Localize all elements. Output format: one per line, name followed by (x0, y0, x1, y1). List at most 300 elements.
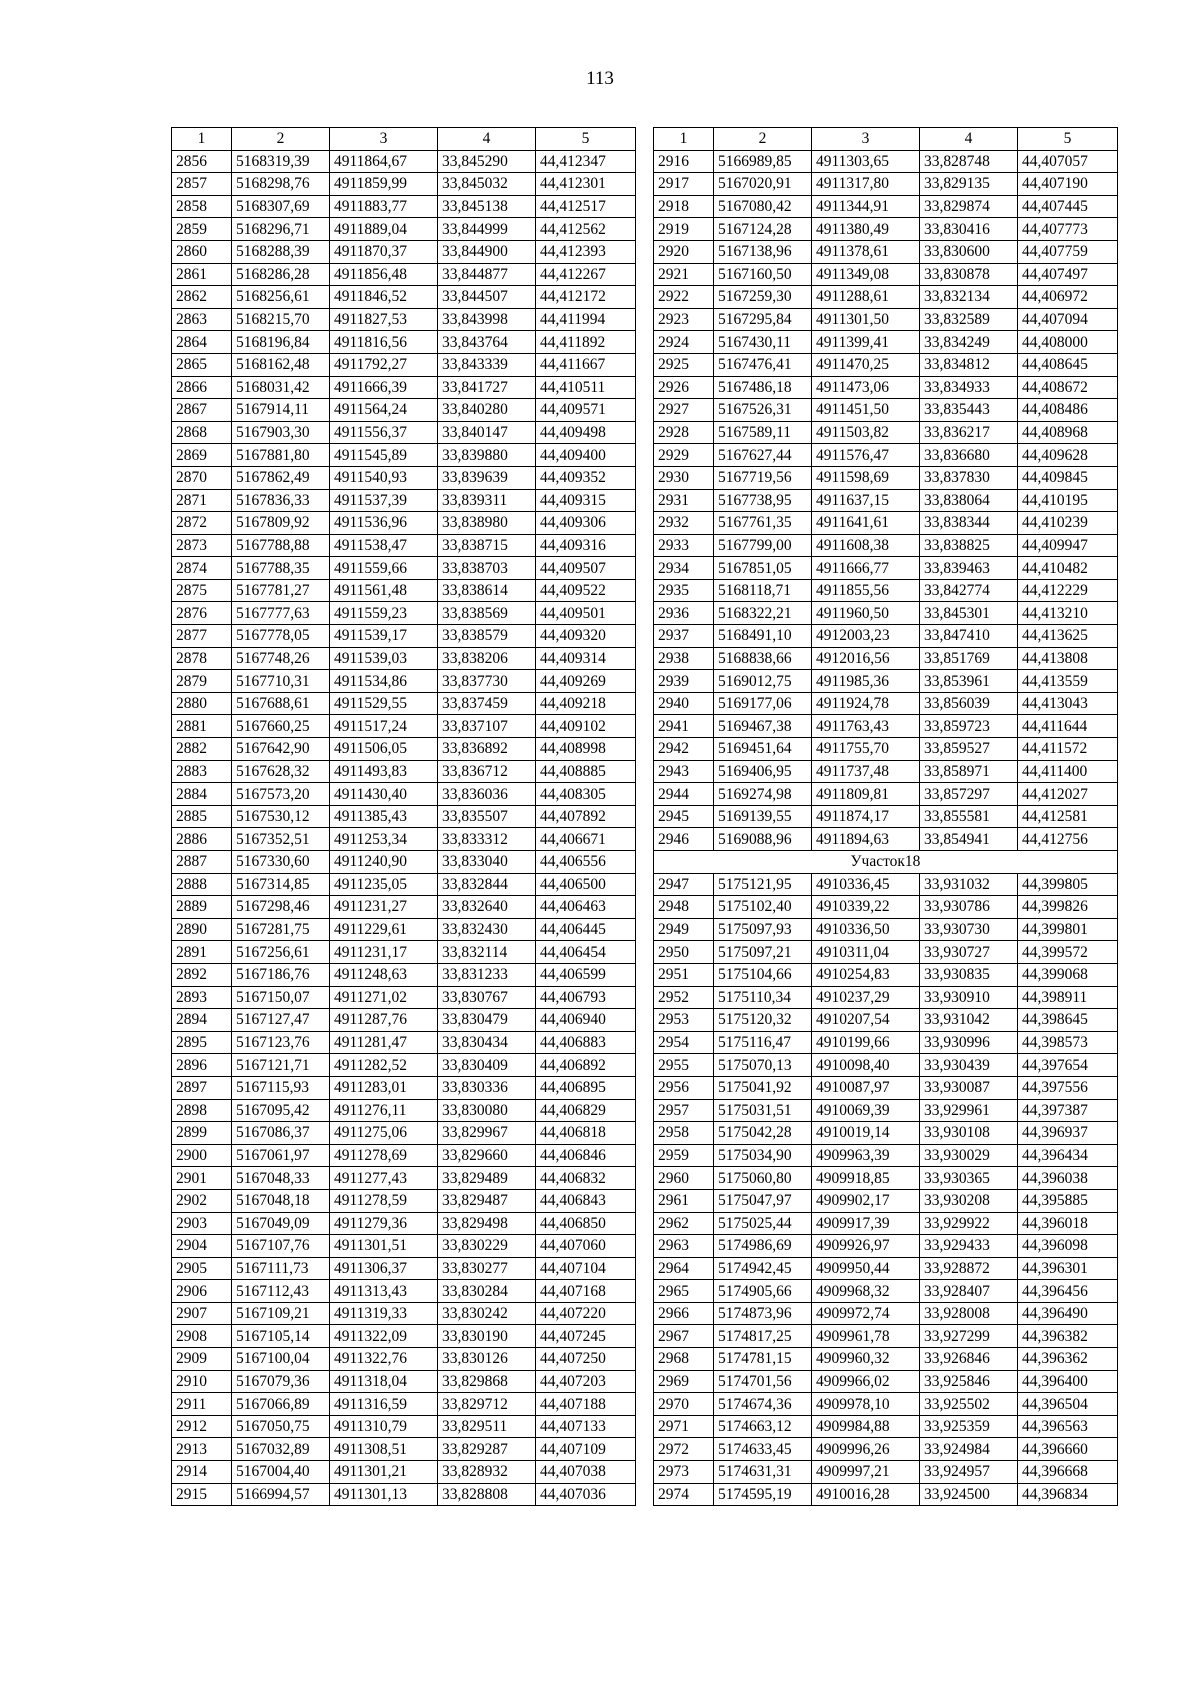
table-cell: 4910098,40 (812, 1054, 920, 1077)
table-cell: 2966 (654, 1302, 714, 1325)
table-cell: 5168838,66 (714, 647, 812, 670)
table-cell: 44,406500 (536, 873, 636, 896)
table-cell: 33,925502 (920, 1393, 1018, 1416)
table-row (172, 512, 636, 535)
table-cell: 5167160,50 (714, 263, 812, 286)
table-cell: 33,930730 (920, 918, 1018, 941)
table-cell: 4911308,51 (330, 1438, 438, 1461)
table-cell: 5168296,71 (232, 218, 330, 241)
table-cell: 4911889,04 (330, 218, 438, 241)
table-row (172, 715, 636, 738)
table-row (654, 195, 1118, 218)
table-cell: 33,836036 (438, 783, 536, 806)
table-cell: 44,396434 (1018, 1144, 1118, 1167)
table-cell: 2930 (654, 466, 714, 489)
table-cell: 33,924500 (920, 1483, 1018, 1506)
table-cell: 5168491,10 (714, 625, 812, 648)
table-row (172, 783, 636, 806)
table-cell: 5167138,96 (714, 240, 812, 263)
table-row (172, 1031, 636, 1054)
table-cell: 2953 (654, 1009, 714, 1032)
table-cell: 33,828808 (438, 1483, 536, 1506)
table-cell: 44,399805 (1018, 873, 1118, 896)
table-cell: 4911344,91 (812, 195, 920, 218)
table-cell: 44,410195 (1018, 489, 1118, 512)
table-cell: 44,407497 (1018, 263, 1118, 286)
table-cell: 5174595,19 (714, 1483, 812, 1506)
table-cell: 33,843998 (438, 308, 536, 331)
table-cell: 44,409571 (536, 399, 636, 422)
table-cell: 4911303,65 (812, 150, 920, 173)
table-cell: 4909984,88 (812, 1415, 920, 1438)
table-cell: 2913 (172, 1438, 232, 1461)
table-cell: 44,412347 (536, 150, 636, 173)
table-cell: 5169139,55 (714, 805, 812, 828)
table-cell: 5167259,30 (714, 286, 812, 309)
table-cell: 5168031,42 (232, 376, 330, 399)
table-cell: 2963 (654, 1235, 714, 1258)
table-row (654, 805, 1118, 828)
table-cell: 5167748,26 (232, 647, 330, 670)
table-cell: 44,409947 (1018, 534, 1118, 557)
table-row (172, 986, 636, 1009)
table-cell: 33,837730 (438, 670, 536, 693)
table-cell: 4911883,77 (330, 195, 438, 218)
table-row (172, 918, 636, 941)
table-cell: 4911231,17 (330, 941, 438, 964)
table-cell: 2873 (172, 534, 232, 557)
table-cell: 5168288,39 (232, 240, 330, 263)
table-cell: 2896 (172, 1054, 232, 1077)
table-cell: 5175116,47 (714, 1031, 812, 1054)
table-cell: 33,830190 (438, 1325, 536, 1348)
table-cell: 2922 (654, 286, 714, 309)
table-cell: 33,844507 (438, 286, 536, 309)
table-row (654, 1189, 1118, 1212)
table-row (172, 534, 636, 557)
column-header: 3 (330, 128, 438, 151)
table-cell: 33,855581 (920, 805, 1018, 828)
table-cell: 33,844877 (438, 263, 536, 286)
table-row (654, 625, 1118, 648)
table-cell: 2912 (172, 1415, 232, 1438)
table-cell: 4909997,21 (812, 1461, 920, 1484)
table-cell: 2919 (654, 218, 714, 241)
table-row (654, 557, 1118, 580)
table-cell: 33,830600 (920, 240, 1018, 263)
table-row (654, 1031, 1118, 1054)
table-cell: 5168307,69 (232, 195, 330, 218)
table-cell: 2946 (654, 828, 714, 851)
table-cell: 5168118,71 (714, 579, 812, 602)
table-cell: 2952 (654, 986, 714, 1009)
table-cell: 2959 (654, 1144, 714, 1167)
table-cell: 44,396456 (1018, 1280, 1118, 1303)
table-cell: 33,924957 (920, 1461, 1018, 1484)
table-cell: 4911240,90 (330, 851, 438, 874)
table-cell: 2886 (172, 828, 232, 851)
table-cell: 2954 (654, 1031, 714, 1054)
table-cell: 33,930786 (920, 896, 1018, 919)
table-cell: 5167778,05 (232, 625, 330, 648)
table-row (172, 421, 636, 444)
table-cell: 5169088,96 (714, 828, 812, 851)
table-row (654, 534, 1118, 557)
table-cell: 5174631,31 (714, 1461, 812, 1484)
table-cell: 33,925359 (920, 1415, 1018, 1438)
table-cell: 5167020,91 (714, 173, 812, 196)
table-cell: 4911276,11 (330, 1099, 438, 1122)
table-row (172, 963, 636, 986)
table-row (654, 873, 1118, 896)
table-cell: 2893 (172, 986, 232, 1009)
table-row (172, 466, 636, 489)
table-cell: 5167430,11 (714, 331, 812, 354)
table-cell: 44,407060 (536, 1235, 636, 1258)
table-row (654, 512, 1118, 535)
table-cell: 2909 (172, 1348, 232, 1371)
table-cell: 4911301,50 (812, 308, 920, 331)
table-cell: 4909961,78 (812, 1325, 920, 1348)
table-cell: 44,408645 (1018, 353, 1118, 376)
table-cell: 44,407759 (1018, 240, 1118, 263)
table-cell: 5167186,76 (232, 963, 330, 986)
table-cell: 4911534,86 (330, 670, 438, 693)
table-row (172, 1325, 636, 1348)
table-cell: 33,929433 (920, 1235, 1018, 1258)
table-cell: 33,833312 (438, 828, 536, 851)
table-cell: 44,396504 (1018, 1393, 1118, 1416)
table-cell: 33,829487 (438, 1189, 536, 1212)
table-cell: 33,844900 (438, 240, 536, 263)
table-cell: 5168286,28 (232, 263, 330, 286)
table-cell: 2899 (172, 1122, 232, 1145)
table-cell: 4909918,85 (812, 1167, 920, 1190)
table-cell: 44,411667 (536, 353, 636, 376)
table-row (654, 1212, 1118, 1235)
table-row (172, 828, 636, 851)
table-cell: 33,840280 (438, 399, 536, 422)
table-cell: 5167881,80 (232, 444, 330, 467)
table-cell: 5167095,42 (232, 1099, 330, 1122)
table-cell: 33,830767 (438, 986, 536, 1009)
table-cell: 4909963,39 (812, 1144, 920, 1167)
table-row (654, 670, 1118, 693)
table-row (654, 1461, 1118, 1484)
table-cell: 44,399801 (1018, 918, 1118, 941)
table-cell: 33,832589 (920, 308, 1018, 331)
table-cell: 2885 (172, 805, 232, 828)
table-row (654, 1393, 1118, 1416)
table-cell: 4909902,17 (812, 1189, 920, 1212)
table-cell: 44,396098 (1018, 1235, 1118, 1258)
table-cell: 4909950,44 (812, 1257, 920, 1280)
table-cell: 5167127,47 (232, 1009, 330, 1032)
table-cell: 44,413808 (1018, 647, 1118, 670)
table-cell: 5174986,69 (714, 1235, 812, 1258)
table-cell: 44,406463 (536, 896, 636, 919)
table-cell: 4911275,06 (330, 1122, 438, 1145)
table-row (172, 805, 636, 828)
table-row (172, 1302, 636, 1325)
page-number: 113 (586, 68, 614, 89)
table-cell: 33,832640 (438, 896, 536, 919)
table-cell: 5168256,61 (232, 286, 330, 309)
table-cell: 44,411572 (1018, 738, 1118, 761)
table-row (654, 1257, 1118, 1280)
table-row (172, 1393, 636, 1416)
table-cell: 4911473,06 (812, 376, 920, 399)
table-cell: 44,408998 (536, 738, 636, 761)
table-cell: 2875 (172, 579, 232, 602)
table-cell: 33,832844 (438, 873, 536, 896)
table-cell: 33,856039 (920, 692, 1018, 715)
table-cell: 5167738,95 (714, 489, 812, 512)
table-cell: 2880 (172, 692, 232, 715)
table-cell: 33,837459 (438, 692, 536, 715)
table-cell: 5167080,42 (714, 195, 812, 218)
table-cell: 5167526,31 (714, 399, 812, 422)
table-cell: 44,412301 (536, 173, 636, 196)
table-cell: 2942 (654, 738, 714, 761)
table-cell: 4911318,04 (330, 1370, 438, 1393)
table-row (172, 1280, 636, 1303)
table-cell: 2856 (172, 150, 232, 173)
table-cell: 5167314,85 (232, 873, 330, 896)
table-cell: 5175060,80 (714, 1167, 812, 1190)
table-row (654, 1054, 1118, 1077)
table-cell: 5167123,76 (232, 1031, 330, 1054)
table-cell: 44,396668 (1018, 1461, 1118, 1484)
table-cell: 4911313,43 (330, 1280, 438, 1303)
table-cell: 4909917,39 (812, 1212, 920, 1235)
table-cell: 2870 (172, 466, 232, 489)
table-cell: 44,398911 (1018, 986, 1118, 1009)
table-cell: 33,829498 (438, 1212, 536, 1235)
table-cell: 5175070,13 (714, 1054, 812, 1077)
table-cell: 5174873,96 (714, 1302, 812, 1325)
table-cell: 44,412027 (1018, 783, 1118, 806)
table-row (654, 263, 1118, 286)
table-cell: 44,409522 (536, 579, 636, 602)
table-cell: 2881 (172, 715, 232, 738)
table-cell: 5167121,71 (232, 1054, 330, 1077)
table-row (654, 1415, 1118, 1438)
table-cell: 4911537,39 (330, 489, 438, 512)
table-cell: 33,830242 (438, 1302, 536, 1325)
table-row (654, 828, 1118, 851)
table-cell: 5174781,15 (714, 1348, 812, 1371)
table-row (172, 1122, 636, 1145)
table-cell: 2955 (654, 1054, 714, 1077)
table-cell: 5175104,66 (714, 963, 812, 986)
table-cell: 4911641,61 (812, 512, 920, 535)
table-cell: 4911556,37 (330, 421, 438, 444)
table-cell: 4911545,89 (330, 444, 438, 467)
table-cell: 5167914,11 (232, 399, 330, 422)
table-cell: 33,841727 (438, 376, 536, 399)
table-cell: 33,829660 (438, 1144, 536, 1167)
table-cell: 33,930087 (920, 1076, 1018, 1099)
table-cell: 2940 (654, 692, 714, 715)
table-cell: 2944 (654, 783, 714, 806)
table-cell: 44,406445 (536, 918, 636, 941)
table-cell: 5167719,56 (714, 466, 812, 489)
table-cell: 44,410482 (1018, 557, 1118, 580)
table-cell: 2868 (172, 421, 232, 444)
table-row (172, 1348, 636, 1371)
table-cell: 4911985,36 (812, 670, 920, 693)
table-cell: 33,834249 (920, 331, 1018, 354)
table-cell: 5167115,93 (232, 1076, 330, 1099)
table-cell: 2971 (654, 1415, 714, 1438)
table-cell: 4911517,24 (330, 715, 438, 738)
table-row (654, 1325, 1118, 1348)
table-cell: 4911316,59 (330, 1393, 438, 1416)
table-row (172, 1144, 636, 1167)
table-cell: 4910016,28 (812, 1483, 920, 1506)
table-cell: 33,829874 (920, 195, 1018, 218)
table-cell: 4911279,36 (330, 1212, 438, 1235)
table-cell: 5167100,04 (232, 1348, 330, 1371)
table-row (172, 1054, 636, 1077)
table-cell: 4911960,50 (812, 602, 920, 625)
table-row (654, 1438, 1118, 1461)
table-cell: 44,407109 (536, 1438, 636, 1461)
table-cell: 4911287,76 (330, 1009, 438, 1032)
table-cell: 44,412267 (536, 263, 636, 286)
table-cell: 44,407445 (1018, 195, 1118, 218)
table-cell: 33,834933 (920, 376, 1018, 399)
table-cell: 2970 (654, 1393, 714, 1416)
table-cell: 5175034,90 (714, 1144, 812, 1167)
table-cell: 4911277,43 (330, 1167, 438, 1190)
table-cell: 44,413559 (1018, 670, 1118, 693)
table-cell: 4911859,99 (330, 173, 438, 196)
table-cell: 4911229,61 (330, 918, 438, 941)
coordinates-table-right (653, 127, 1118, 1506)
table-cell: 33,829489 (438, 1167, 536, 1190)
table-cell: 2889 (172, 896, 232, 919)
table-row (172, 1009, 636, 1032)
table-row (172, 873, 636, 896)
table-cell: 2897 (172, 1076, 232, 1099)
table-cell: 4910237,29 (812, 986, 920, 1009)
table-cell: 44,411400 (1018, 760, 1118, 783)
table-row (654, 783, 1118, 806)
table-cell: 4910339,22 (812, 896, 920, 919)
table-cell: 33,859527 (920, 738, 1018, 761)
table-cell: 44,412517 (536, 195, 636, 218)
table-cell: 2948 (654, 896, 714, 919)
table-cell: 33,839463 (920, 557, 1018, 580)
table-cell: 2884 (172, 783, 232, 806)
table-cell: 44,396018 (1018, 1212, 1118, 1235)
table-cell: 44,396301 (1018, 1257, 1118, 1280)
table-cell: 4911281,47 (330, 1031, 438, 1054)
table-cell: 2916 (654, 150, 714, 173)
table-cell: 2902 (172, 1189, 232, 1212)
table-cell: 4911763,43 (812, 715, 920, 738)
table-cell: 4911598,69 (812, 466, 920, 489)
table-cell: 2964 (654, 1257, 714, 1280)
table-cell: 2892 (172, 963, 232, 986)
table-cell: 44,407250 (536, 1348, 636, 1371)
table-cell: 2928 (654, 421, 714, 444)
table-cell: 2872 (172, 512, 232, 535)
table-row (654, 963, 1118, 986)
table-row (172, 195, 636, 218)
table-cell: 5174905,66 (714, 1280, 812, 1303)
table-cell: 5167295,84 (714, 308, 812, 331)
table-cell: 4909978,10 (812, 1393, 920, 1416)
table-cell: 33,858971 (920, 760, 1018, 783)
table-cell: 5167112,43 (232, 1280, 330, 1303)
table-cell: 4911816,56 (330, 331, 438, 354)
table-cell: 33,836680 (920, 444, 1018, 467)
table-cell: 4911322,76 (330, 1348, 438, 1371)
table-cell: 4909960,32 (812, 1348, 920, 1371)
table-cell: 4911319,33 (330, 1302, 438, 1325)
table-cell: 2923 (654, 308, 714, 331)
table-cell: 44,396400 (1018, 1370, 1118, 1393)
table-cell: 44,409102 (536, 715, 636, 738)
table-cell: 44,407190 (1018, 173, 1118, 196)
table-cell: 2883 (172, 760, 232, 783)
column-header: 1 (172, 128, 232, 151)
table-cell: 5167124,28 (714, 218, 812, 241)
section-title: Участок18 (654, 851, 1118, 874)
table-cell: 4911540,93 (330, 466, 438, 489)
table-cell: 2914 (172, 1461, 232, 1484)
table-cell: 4911855,56 (812, 579, 920, 602)
table-cell: 4911561,48 (330, 579, 438, 602)
table-cell: 2871 (172, 489, 232, 512)
table-cell: 2905 (172, 1257, 232, 1280)
table-row (654, 579, 1118, 602)
table-cell: 4911856,48 (330, 263, 438, 286)
table-cell: 5175042,28 (714, 1122, 812, 1145)
table-cell: 2956 (654, 1076, 714, 1099)
column-header: 2 (714, 128, 812, 151)
table-cell: 44,396490 (1018, 1302, 1118, 1325)
table-cell: 44,407168 (536, 1280, 636, 1303)
table-cell: 44,406843 (536, 1189, 636, 1212)
table-row (172, 579, 636, 602)
table-row (654, 1370, 1118, 1393)
table-cell: 44,407094 (1018, 308, 1118, 331)
table-cell: 4911430,40 (330, 783, 438, 806)
table-row (172, 760, 636, 783)
table-cell: 44,408672 (1018, 376, 1118, 399)
table-row (172, 1461, 636, 1484)
table-cell: 2917 (654, 173, 714, 196)
table-cell: 44,409501 (536, 602, 636, 625)
table-cell: 4909972,74 (812, 1302, 920, 1325)
table-cell: 2934 (654, 557, 714, 580)
table-cell: 2908 (172, 1325, 232, 1348)
table-cell: 4911288,61 (812, 286, 920, 309)
table-cell: 44,406892 (536, 1054, 636, 1077)
table-cell: 2925 (654, 353, 714, 376)
table-cell: 4910336,50 (812, 918, 920, 941)
table-cell: 5169467,38 (714, 715, 812, 738)
table-cell: 2882 (172, 738, 232, 761)
table-cell: 5175102,40 (714, 896, 812, 919)
table-cell: 4911349,08 (812, 263, 920, 286)
table-cell: 2898 (172, 1099, 232, 1122)
table-cell: 4911538,47 (330, 534, 438, 557)
